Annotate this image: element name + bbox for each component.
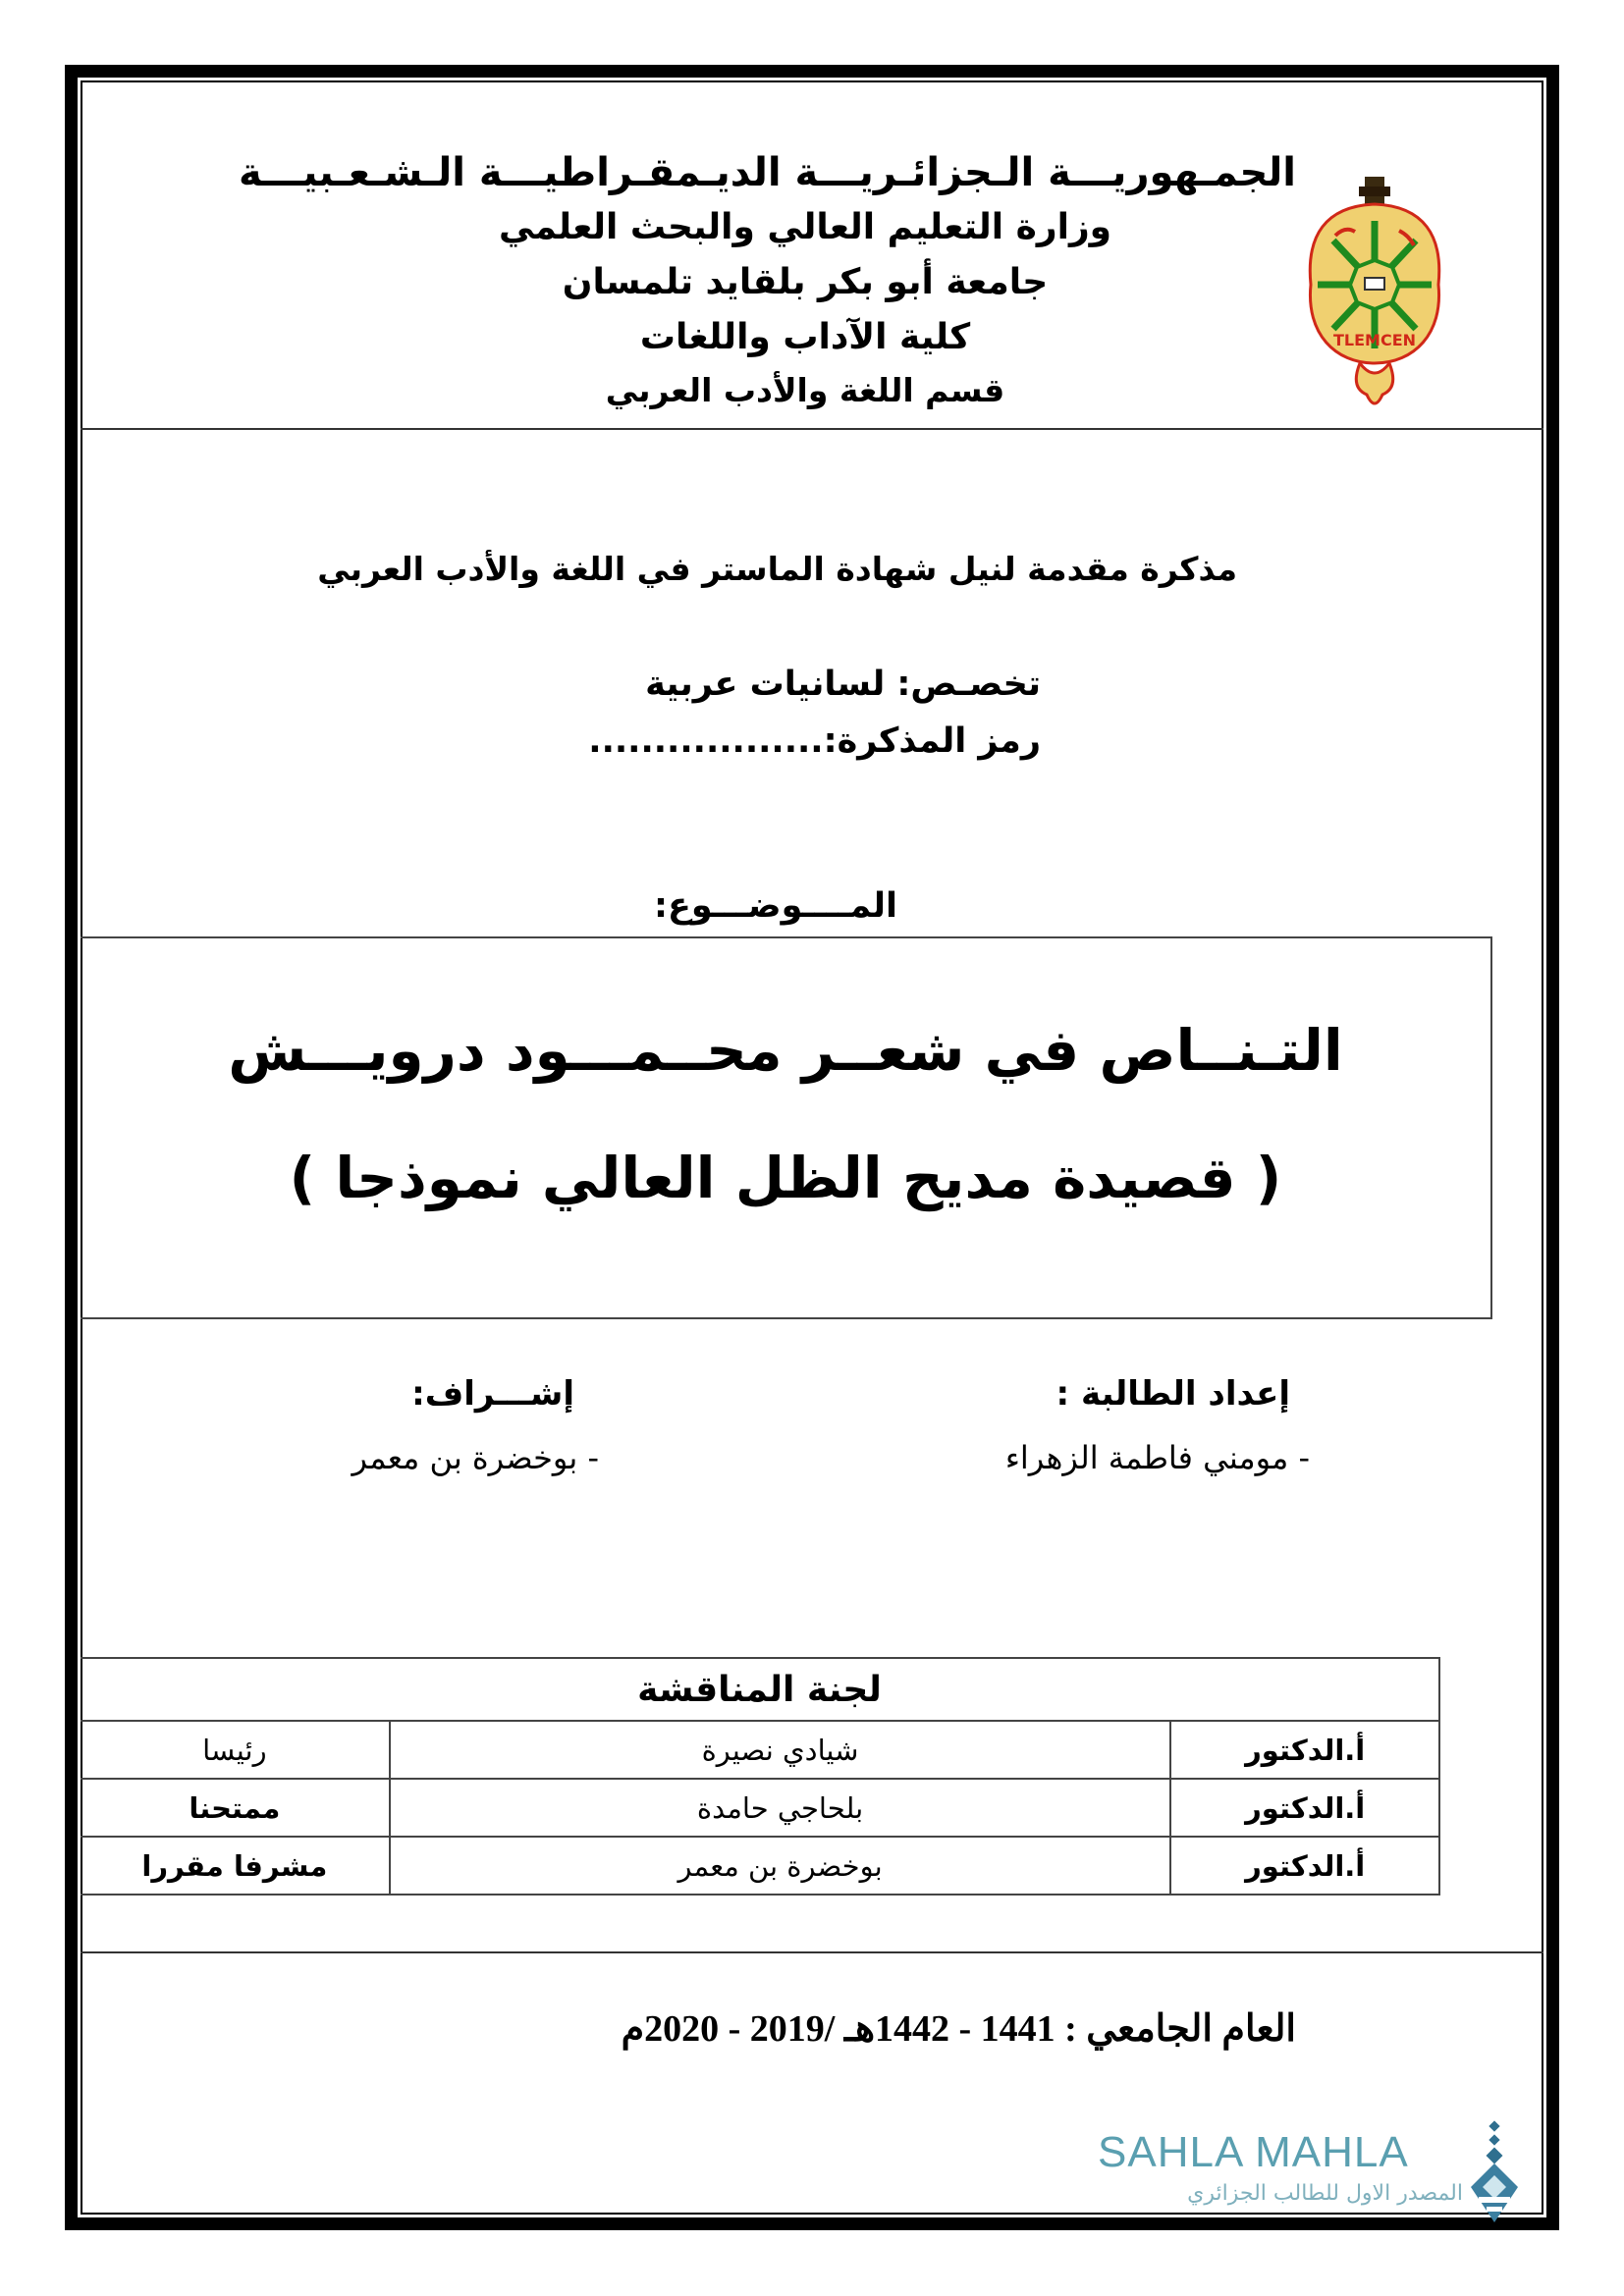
country-name: الجمـهوريـــة الـجزائـريـــة الديـمقـراطيـــة الـشـعـبيـــة (239, 150, 1296, 195)
sahla-mahla-watermark (1098, 2120, 1520, 2226)
committee-header-row (81, 1658, 1439, 1721)
watermark-brand: SAHLA MAHLA (1098, 2128, 1409, 2176)
member-role: مشرفا مقررا (81, 1837, 390, 1895)
header-divider (81, 428, 1543, 430)
ministry-name: وزارة التعليم العالي والبحث العلمي (498, 207, 1112, 247)
svg-text:TLEMCEN: TLEMCEN (1332, 331, 1417, 349)
member-title: أ.الدكتور (1170, 1837, 1439, 1895)
footer-divider (81, 1951, 1543, 1953)
member-name: بلحاجي حامدة (390, 1779, 1171, 1837)
supervision-label: إشـــراف: (411, 1374, 574, 1414)
subject-label: المــــوضـــوع: (654, 886, 897, 926)
supervisor-name: - بوخضرة بن معمر (352, 1439, 599, 1476)
table-row (81, 1779, 1439, 1837)
thesis-title-box (81, 936, 1492, 1319)
thesis-title: التـنــاص في شعــر محــمـــود درويـــش (228, 1017, 1343, 1084)
specialty-block (491, 656, 1041, 770)
member-name: شيادي نصيرة (390, 1721, 1171, 1779)
faculty-name: كلية الآداب واللغات (639, 317, 971, 357)
table-row (81, 1837, 1439, 1895)
thesis-code: رمز المذكرة:.................. (588, 721, 1041, 761)
university-name: جامعة أبو بكر بلقايد تلمسان (562, 262, 1049, 302)
table-row (81, 1721, 1439, 1779)
degree-statement: مذكرة مقدمة لنيل شهادة الماستر في اللغة والأدب العربي (317, 550, 1237, 588)
department-name: قسم اللغة والأدب العربي (605, 371, 1005, 409)
watermark-tagline: المصدر الاول للطالب الجزائري (1187, 2181, 1463, 2206)
member-name: بوخضرة بن معمر (390, 1837, 1171, 1895)
academic-year: العام الجامعي : 1441 - 1442هـ /2019 - 2020م (621, 2008, 1296, 2050)
specialty: تخصـص: لسانيات عربية (645, 665, 1041, 704)
member-title: أ.الدكتور (1170, 1721, 1439, 1779)
committee-table (81, 1657, 1440, 1896)
prepared-by-label: إعداد الطالبة : (1056, 1374, 1290, 1414)
member-title: أ.الدكتور (1170, 1779, 1439, 1837)
institution-header (239, 145, 1296, 416)
student-name: - مومني فاطمة الزهراء (1004, 1439, 1310, 1476)
committee-header: لجنة المناقشة (81, 1658, 1439, 1721)
thesis-subtitle: ( قصيدة مديح الظل العالي نموذجا ) (289, 1145, 1282, 1211)
sahla-mahla-logo-icon (1469, 2120, 1520, 2226)
university-emblem-icon (1306, 177, 1443, 412)
member-role: ممتحنا (81, 1779, 390, 1837)
member-role: رئيسا (81, 1721, 390, 1779)
